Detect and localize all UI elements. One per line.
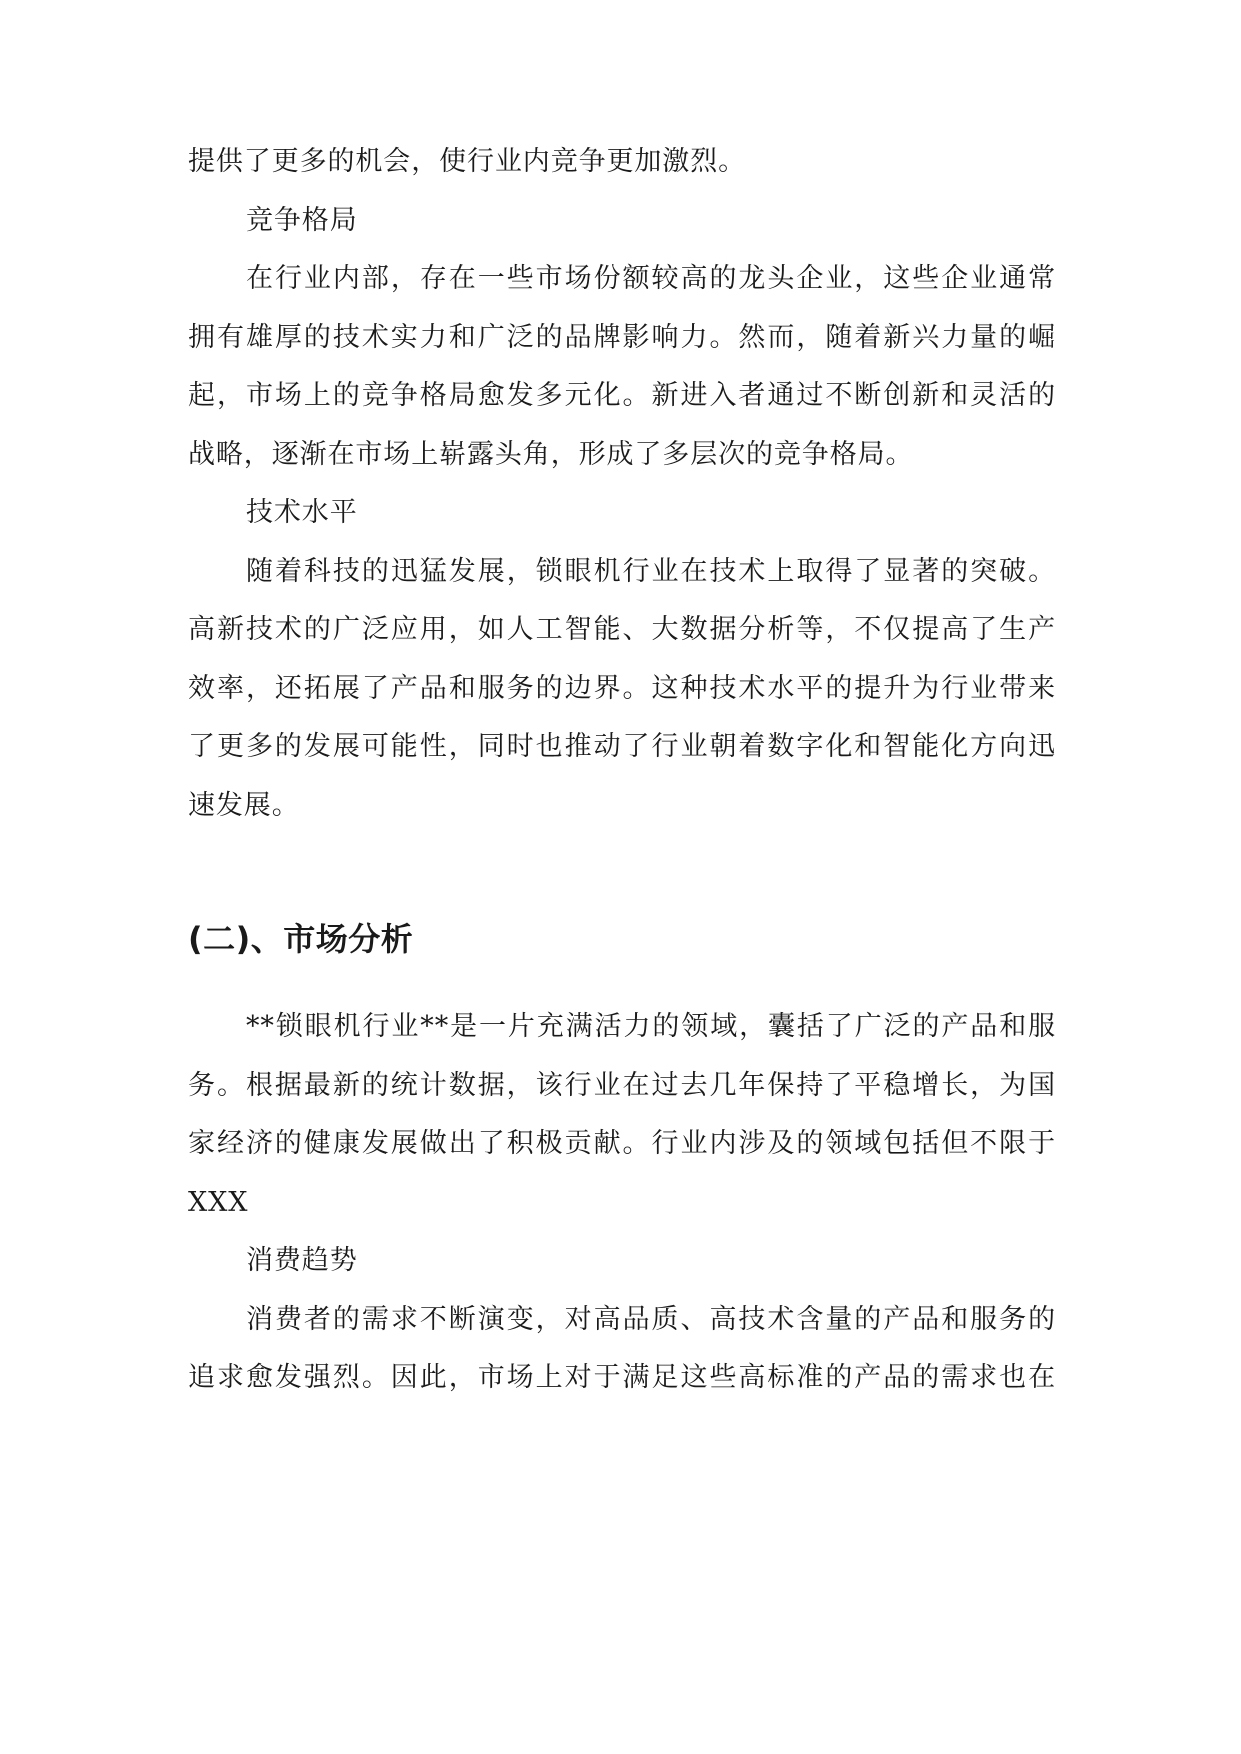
competition-line-1: 在行业内部，存在一些市场份额较高的龙头企业，这些企业通常 bbox=[246, 263, 1056, 294]
technology-line-1: 随着科技的迅猛发展，锁眼机行业在技术上取得了显著的突破。 bbox=[246, 556, 1056, 587]
market-line-4: XXX bbox=[188, 1187, 249, 1218]
technology-line-3: 效率，还拓展了产品和服务的边界。这种技术水平的提升为行业带来 bbox=[188, 673, 1056, 704]
subheading-technology: 技术水平 bbox=[246, 497, 358, 528]
technology-line-5: 速发展。 bbox=[188, 790, 300, 821]
competition-line-4: 战略，逐渐在市场上崭露头角，形成了多层次的竞争格局。 bbox=[188, 439, 914, 470]
subheading-consumption: 消费趋势 bbox=[246, 1245, 358, 1276]
paragraph-continuation: 提供了更多的机会，使行业内竞争更加激烈。 bbox=[188, 146, 746, 177]
market-line-3: 家经济的健康发展做出了积极贡献。行业内涉及的领域包括但不限于 bbox=[188, 1128, 1056, 1159]
subheading-competition: 竞争格局 bbox=[246, 205, 358, 236]
market-line-1: **锁眼机行业**是一片充满活力的领域，囊括了广泛的产品和服 bbox=[246, 1011, 1056, 1042]
technology-line-2: 高新技术的广泛应用，如人工智能、大数据分析等，不仅提高了生产 bbox=[188, 614, 1056, 645]
competition-line-3: 起，市场上的竞争格局愈发多元化。新进入者通过不断创新和灵活的 bbox=[188, 380, 1056, 411]
document-page bbox=[188, 0, 1056, 1754]
technology-line-4: 了更多的发展可能性，同时也推动了行业朝着数字化和智能化方向迅 bbox=[188, 731, 1056, 762]
market-line-2: 务。根据最新的统计数据，该行业在过去几年保持了平稳增长，为国 bbox=[188, 1070, 1056, 1101]
consumption-line-1: 消费者的需求不断演变，对高品质、高技术含量的产品和服务的 bbox=[246, 1304, 1056, 1335]
competition-line-2: 拥有雄厚的技术实力和广泛的品牌影响力。然而，随着新兴力量的崛 bbox=[188, 322, 1056, 353]
consumption-line-2: 追求愈发强烈。因此，市场上对于满足这些高标准的产品的需求也在 bbox=[188, 1362, 1056, 1393]
section-heading-market-analysis: (二)、市场分析 bbox=[188, 920, 414, 958]
